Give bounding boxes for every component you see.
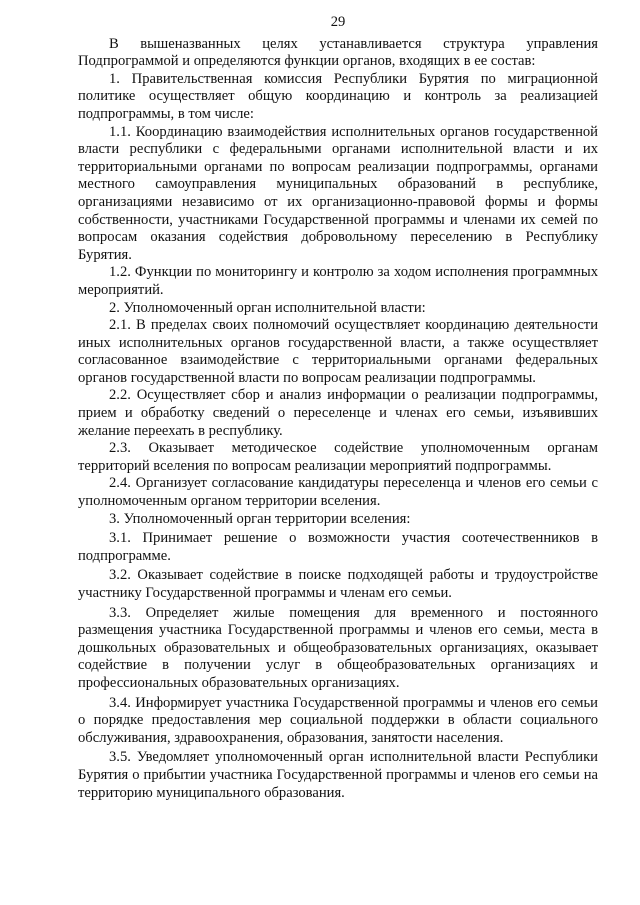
paragraph-intro: В вышеназванных целях устанавливается структура управления Подпрограммой и определяются функции органов, входящих в ее состав: (78, 35, 598, 70)
paragraph-2-4: 2.4. Организует согласование кандидатуры переселенца и членов его семьи с уполномоченным органом территории вселения. (78, 475, 598, 510)
page-number: 29 (330, 14, 346, 30)
paragraph-3: 3. Уполномоченный орган территории вселения: (109, 510, 411, 527)
paragraph-3-3: 3.3. Определяет жилые помещения для временного и постоянного размещения участника Государственной программы и членов его семьи, места в дошкольных образовательных и общеобразовательных организациях, оказывает содействие в получении услуг в общеобразовательных организациях и профессиональных образовательных организациях. (78, 604, 598, 691)
paragraph-1-2: 1.2. Функции по мониторингу и контролю за ходом исполнения программных мероприятий. (78, 264, 598, 298)
paragraph-3-1: 3.1. Принимает решение о возможности участия соотечественников в подпрограмме. (78, 530, 598, 564)
paragraph-3-5: 3.5. Уведомляет уполномоченный орган исполнительной власти Республики Бурятия о прибытии участника Государственной программы и членов его семьи на территорию муниципального образования. (78, 749, 598, 801)
paragraph-1: 1. Правительственная комиссия Республики Бурятия по миграционной политике осуществляет общую координацию и контроль за реализацией подпрограммы, в том числе: (78, 70, 598, 122)
paragraph-2-1: 2.1. В пределах своих полномочий осуществляет координацию деятельности иных исполнительных органов государственной власти, а также осуществляет согласованное взаимодействие с территориальными органами федеральных органов государственной власти по вопросам реализации подпрограммы. (78, 317, 598, 386)
paragraph-3-2: 3.2. Оказывает содействие в поиске подходящей работы и трудоустройстве участнику Государственной программы и членам его семьи. (78, 567, 598, 601)
paragraph-2-3: 2.3. Оказывает методическое содействие уполномоченным органам территорий вселения по вопросам реализации мероприятий подпрограммы. (78, 440, 598, 474)
paragraph-1-1: 1.1. Координацию взаимодействия исполнительных органов государственной власти республики с федеральными органами исполнительной власти и их территориальными органами по вопросам реализации подпрограммы, органами местного самоуправления муниципальных образований в республике, организациями независимо от их организационно-правовой формы и формы собственности, участниками Государственной программы и членами их семей по вопросам оказания содействия добровольному переселению в Республику Бурятия. (78, 123, 598, 263)
paragraph-3-4: 3.4. Информирует участника Государственной программы и членов его семьи о порядке предоставления мер социальной поддержки в области социального обслуживания, здравоохранения, образования, занятости населения. (78, 694, 598, 746)
paragraph-2-2: 2.2. Осуществляет сбор и анализ информации о реализации подпрограммы, прием и обработку сведений о переселенце и членах его семьи, изъявивших желание переехать в республику. (78, 387, 598, 439)
paragraph-2: 2. Уполномоченный орган исполнительной власти: (109, 299, 426, 316)
